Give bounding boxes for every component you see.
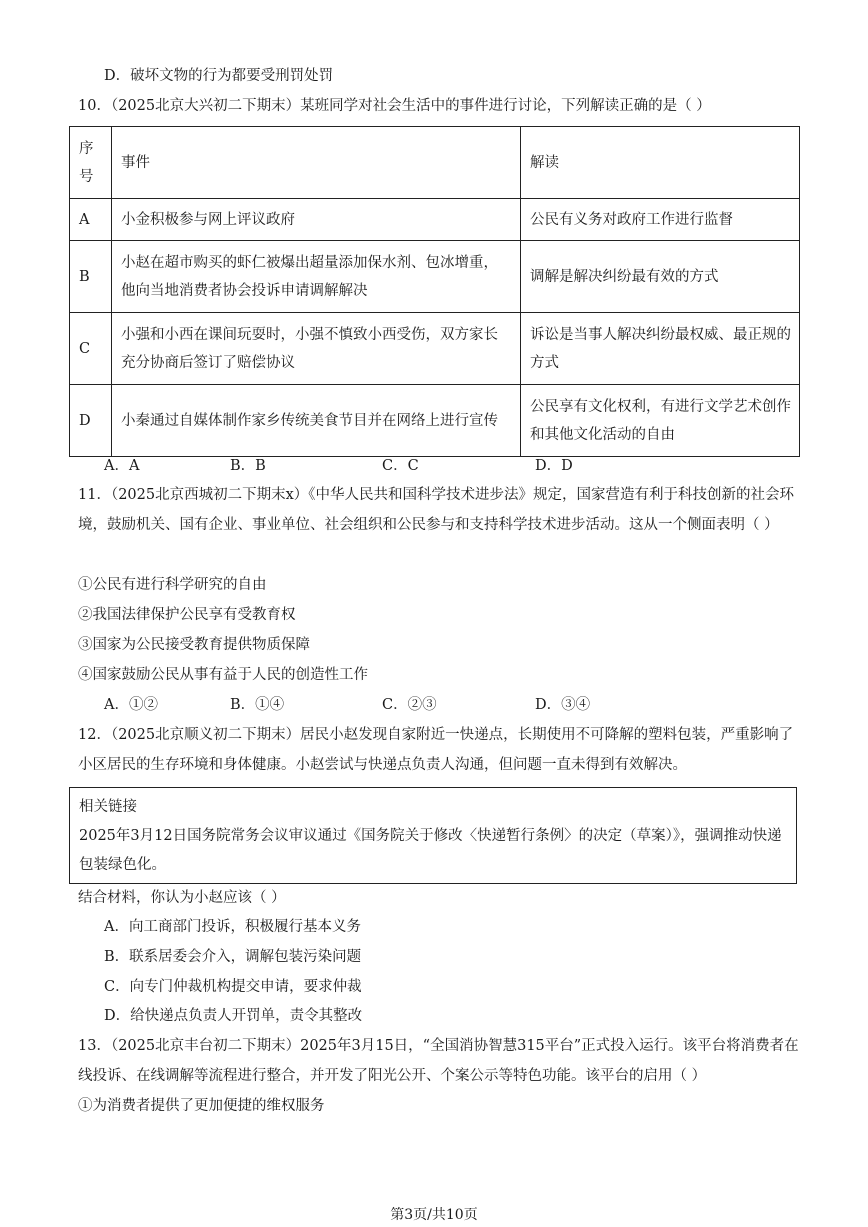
q11-option-c[interactable]: C．②③ xyxy=(382,697,437,713)
row-id: A xyxy=(70,199,112,241)
header-cell-reading: 解读 xyxy=(521,127,800,199)
q10-option-d[interactable]: D．D xyxy=(535,458,573,474)
row-event: 小赵在超市购买的虾仁被爆出超量添加保水剂、包冰增重，他向当地消费者协会投诉申请调解解决 xyxy=(112,241,521,313)
row-event: 小强和小西在课间玩耍时，小强不慎致小西受伤，双方家长充分协商后签订了赔偿协议 xyxy=(112,313,521,385)
table-row xyxy=(70,199,800,241)
header-cell-id: 序号 xyxy=(70,127,112,199)
q13-item-1: ①为消费者提供了更加便捷的维权服务 xyxy=(78,1098,325,1114)
q12-option-c[interactable]: C．向专门仲裁机构提交申请，要求仲裁 xyxy=(104,979,362,995)
row-id: B xyxy=(70,241,112,313)
table-header-row xyxy=(70,127,800,199)
q11-option-a[interactable]: A．①② xyxy=(104,697,158,713)
table-row xyxy=(70,313,800,385)
q10-stem: 10．（2025北京大兴初二下期末）某班同学对社会生活中的事件进行讨论，下列解读正确的是（ ） xyxy=(78,98,711,114)
q11-option-d[interactable]: D．③④ xyxy=(535,697,591,713)
row-event: 小金积极参与网上评议政府 xyxy=(112,199,521,241)
header-cell-event: 事件 xyxy=(112,127,521,199)
row-event: 小秦通过自媒体制作家乡传统美食节目并在网络上进行宣传 xyxy=(112,385,521,457)
q11-item-2: ②我国法律保护公民享有受教育权 xyxy=(78,607,296,623)
page-footer: 第3页/共10页 xyxy=(390,1207,478,1223)
q12-prompt: 结合材料，你认为小赵应该（ ） xyxy=(78,890,286,906)
q9-option-d: D．破坏文物的行为都要受刑罚处罚 xyxy=(104,68,334,84)
q11-item-1: ①公民有进行科学研究的自由 xyxy=(78,577,267,593)
q11-stem: 11．（2025北京西城初二下期末x）《中华人民共和国科学技术进步法》规定，国家营造有利于科技创新的社会环境，鼓励机关、国有企业、事业单位、社会组织和公民参与和支持科学技术进步活动。这从一个侧面表明（ ） xyxy=(78,487,795,533)
q12-option-b[interactable]: B．联系居委会介入，调解包装污染问题 xyxy=(104,949,362,965)
row-reading: 调解是解决纠纷最有效的方式 xyxy=(521,241,800,313)
row-reading: 公民有义务对政府工作进行监督 xyxy=(521,199,800,241)
q10-option-c[interactable]: C．C xyxy=(382,458,419,474)
q13-stem: 13．（2025北京丰台初二下期末）2025年3月15日，“全国消协智慧315平台”正式投入运行。该平台将消费者在线投诉、在线调解等流程进行整合，并开发了阳光公开、个案公示等特色功能。该平台的启用（ ） xyxy=(78,1038,799,1084)
row-reading: 诉讼是当事人解决纠纷最权威、最正规的方式 xyxy=(521,313,800,385)
related-link-text: 2025年3月12日国务院常务会议审议通过《国务院关于修改〈快递暂行条例〉的决定（草案）》，强调推动快递包装绿色化。 xyxy=(79,828,782,873)
q10-table xyxy=(69,126,800,457)
q10-option-b[interactable]: B．B xyxy=(230,458,266,474)
q10-option-a[interactable]: A．A xyxy=(104,458,140,474)
q12-option-d[interactable]: D．给快递点负责人开罚单，责令其整改 xyxy=(104,1008,363,1024)
q11-item-3: ③国家为公民接受教育提供物质保障 xyxy=(78,637,310,653)
related-link-title: 相关链接 xyxy=(79,799,137,815)
q11-item-4: ④国家鼓励公民从事有益于人民的创造性工作 xyxy=(78,667,368,683)
row-reading: 公民享有文化权利，有进行文学艺术创作和其他文化活动的自由 xyxy=(521,385,800,457)
table-row xyxy=(70,385,800,457)
q11-option-b[interactable]: B．①④ xyxy=(230,697,285,713)
row-id: D xyxy=(70,385,112,457)
table-row xyxy=(70,241,800,313)
q12-stem: 12．（2025北京顺义初二下期末）居民小赵发现自家附近一快递点，长期使用不可降解的塑料包装，严重影响了小区居民的生存环境和身体健康。小赵尝试与快递点负责人沟通，但问题一直未得到有效解决。 xyxy=(78,727,794,773)
q12-option-a[interactable]: A．向工商部门投诉，积极履行基本义务 xyxy=(104,919,361,935)
q12-related-link-box xyxy=(69,787,797,884)
row-id: C xyxy=(70,313,112,385)
